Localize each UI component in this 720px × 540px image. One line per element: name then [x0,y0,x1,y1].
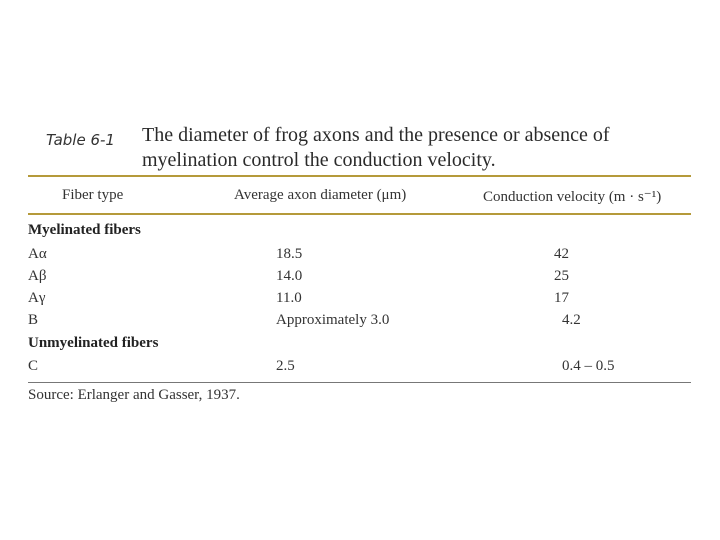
table-title: The diameter of frog axons and the presence or absence of myelination control the conduction velocity. [142,124,610,171]
group-myelinated: Myelinated fibers [28,222,141,238]
row-velocity: 42 [554,246,569,262]
row-diameter: 14.0 [276,268,303,284]
row-diameter: 18.5 [276,246,303,262]
bottom-rule [28,382,691,383]
row-velocity: 0.4 – 0.5 [562,358,615,374]
row-diameter: 2.5 [276,358,295,374]
row-velocity: 25 [554,268,569,284]
row-type: B [28,312,39,328]
row-type: C [28,358,39,374]
header-rule [28,213,691,215]
header-fiber-type: Fiber type [62,187,124,203]
source-note: Source: Erlanger and Gasser, 1937. [28,387,240,403]
row-type: Aα [28,246,47,262]
row-type: Aβ [28,268,47,284]
top-rule [28,175,691,177]
group-unmyelinated: Unmyelinated fibers [28,335,159,351]
row-velocity: 4.2 [562,312,581,328]
row-type: Aγ [28,290,46,306]
table-label: Table 6-1 [46,131,115,149]
row-diameter: 11.0 [276,290,302,306]
header-velocity: Conduction velocity (m · s⁻¹) [483,189,662,205]
row-velocity: 17 [554,290,569,306]
header-diameter: Average axon diameter (μm) [234,187,407,203]
row-diameter: Approximately 3.0 [276,312,390,328]
